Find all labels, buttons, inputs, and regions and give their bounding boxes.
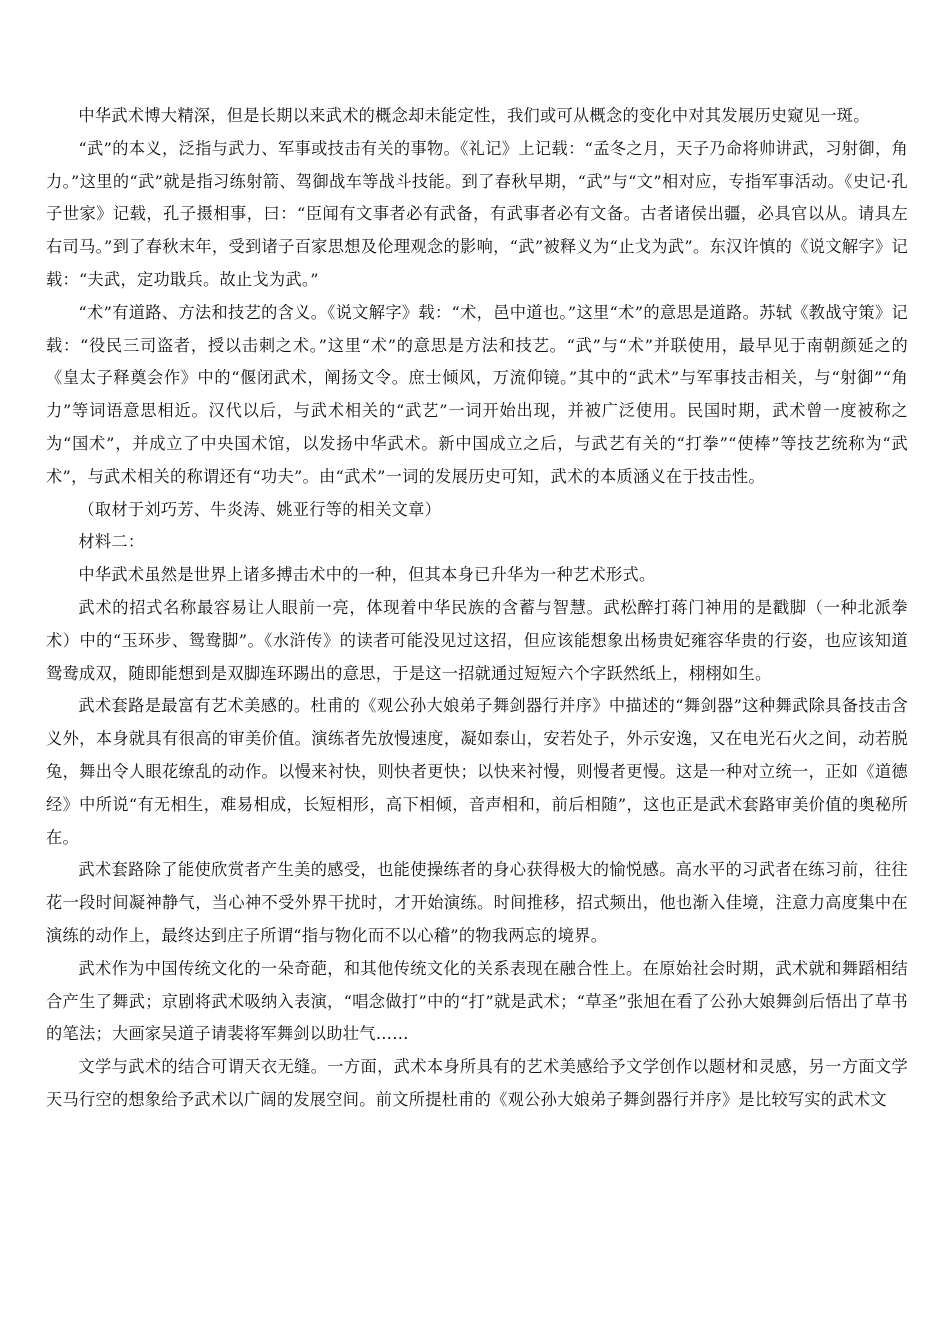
- article-body: [46, 100, 908, 1117]
- material-two-heading: 材料二：: [78, 532, 145, 552]
- paragraph-art-form: 中华武术虽然是世界上诸多搏击术中的一种，但其本身已升华为一种艺术形式。: [78, 565, 656, 585]
- paragraph-intro: 中华武术博大精深，但是长期以来武术的概念却未能定性，我们或可从概念的变化中对其发展历史窥见一斑。: [78, 106, 870, 125]
- paragraph-routines-beauty: 武术套路是最富有艺术美感的。杜甫的《观公孙大娘弟子舞剑器行并序》中描述的“舞剑器”这种舞武除具备技击含义外，本身就具有很高的审美价值。演练者先放慢速度，凝如泰山，安若处子，外示安逸，又在电光石火之间，动若脱兔，舞出令人眼花缭乱的动作。以慢来衬快，则快者更快；以快来衬慢，则慢者更慢。这是一种对立统一，正如《道德经》中所说“有无相生，难易相成，长短相形，高下相倾，音声相和，前后相随”，这也正是武术套路审美价值的奥秘所在。: [46, 696, 908, 847]
- paragraph-practitioner-joy: 武术套路除了能使欣赏者产生美的感受，也能使操练者的身心获得极大的愉悦感。高水平的习武者在练习前，往往花一段时间凝神静气，当心神不受外界干扰时，才开始演练。时间推移，招式频出，他也渐入佳境，注意力高度集中在演练的动作上，最终达到庄子所谓“指与物化而不以心稽”的物我两忘的境界。: [46, 860, 908, 945]
- paragraph-literature: 文学与武术的结合可谓天衣无缝。一方面，武术本身所具有的艺术美感给予文学创作以题材和灵感，另一方面文学天马行空的想象给予武术以广阔的发展空间。前文所提杜甫的《观公孙大娘弟子舞剑器行并序》是比较写实的武术文: [46, 1057, 908, 1109]
- paragraph-wu-meaning: “武”的本义，泛指与武力、军事或技击有关的事物。《礼记》上记载：“孟冬之月，天子乃命将帅讲武，习射御，角力。”这里的“武”就是指习练射箭、驾御战车等战斗技能。到了春秋早期，“武”与“文”相对应，专指军事活动。《史记·孔子世家》记载，孔子摄相事，曰：“臣闻有文事者必有武备，有武事者必有文备。古者诸侯出疆，必具官以从。请具左右司马。”到了春秋末年，受到诸子百家思想及伦理观念的影响，“武”被释义为“止戈为武”。东汉许慎的《说文解字》记载：“夫武，定功戢兵。故止戈为武。”: [46, 138, 908, 289]
- paragraph-culture-fusion: 武术作为中国传统文化的一朵奇葩，和其他传统文化的关系表现在融合性上。在原始社会时期，武术就和舞蹈相结合产生了舞武；京剧将武术吸纳入表演，“唱念做打”中的“打”就是武术；“草圣”张旭在看了公孙大娘舞剑后悟出了草书的笔法；大画家吴道子请裴将军舞剑以助壮气……: [46, 958, 908, 1044]
- source-citation: （取材于刘巧芳、牛炎涛、姚亚行等的相关文章）: [78, 499, 442, 519]
- paragraph-move-names: 武术的招式名称最容易让人眼前一亮，体现着中华民族的含蓄与智慧。武松醉打蒋门神用的是戳脚（一种北派拳术）中的“玉环步、鸳鸯脚”。《水浒传》的读者可能没见过这招，但应该能想象出杨贵妃雍容华贵的行姿，也应该知道鸳鸯成双，随即能想到是双脚连环踢出的意思，于是这一招就通过短短六个字跃然纸上，栩栩如生。: [46, 597, 908, 683]
- paragraph-shu-meaning: “术”有道路、方法和技艺的含义。《说文解字》载：“术，邑中道也。”这里“术”的意思是道路。苏轼《教战守策》记载：“役民三司盗者，授以击刺之术。”这里“术”的意思是方法和技艺。“武”与“术”并联使用，最早见于南朝颜延之的《皇太子释奠会作》中的“偃闭武术，阐扬文令。庶士倾风，万流仰镜。”其中的“武术”与军事技击相关，与“射御”“角力”等词语意思相近。汉代以后，与武术相关的“武艺”一词开始出现，并被广泛使用。民国时期，武术曾一度被称之为“国术”，并成立了中央国术馆，以发扬中华武术。新中国成立之后，与武艺有关的“打拳”“使棒”等技艺统称为“武术”，与武术相关的称谓还有“功夫”。由“武术”一词的发展历史可知，武术的本质涵义在于技击性。: [46, 302, 908, 486]
